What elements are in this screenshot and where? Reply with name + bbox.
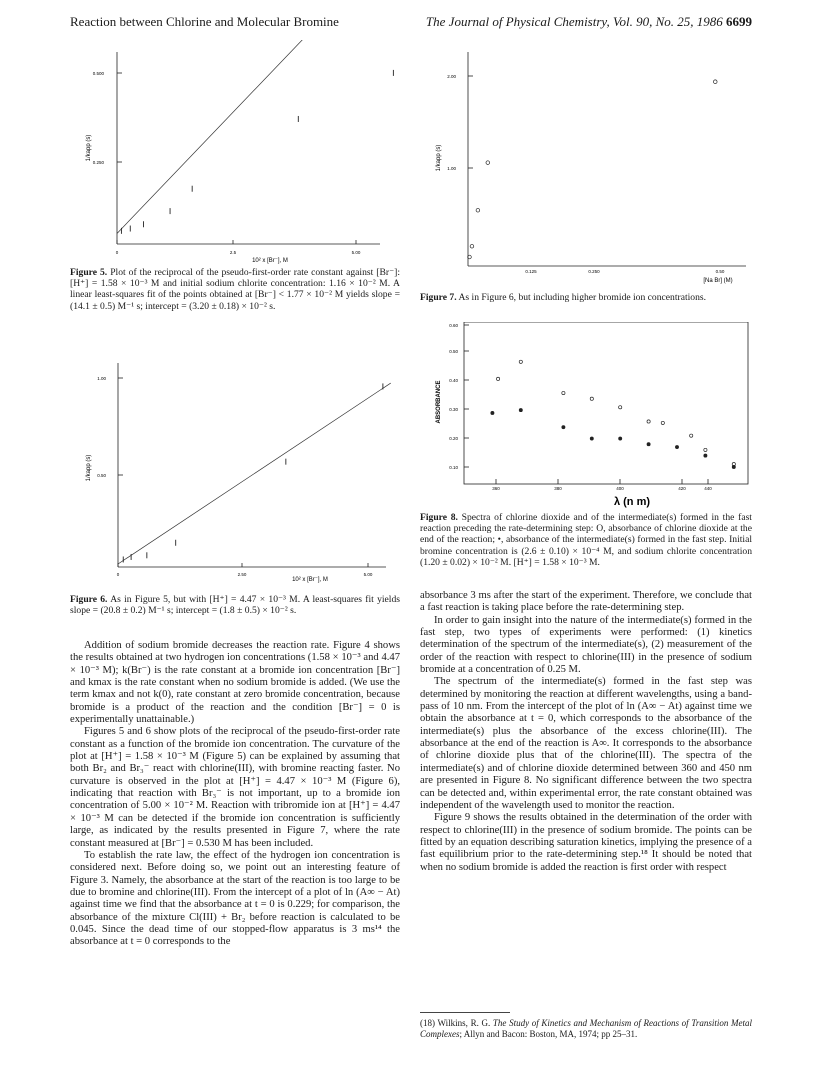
footnote-authors: Wilkins, R. G. <box>437 1018 491 1028</box>
f6-ytick-0.50: 0.50 <box>97 473 106 478</box>
f6-ylabel: 1/kapp (s) <box>86 454 92 482</box>
f8-series1-point-1 <box>519 409 522 412</box>
f8-series0-point-1 <box>519 360 522 363</box>
journal-citation: The Journal of Physical Chemistry, Vol. 90, No. 25, 1986 <box>425 14 723 29</box>
figure-5-caption-text: Plot of the reciprocal of the pseudo-first-order rate constant against [Br⁻]: [H⁺] = 1.58 × 10⁻³ M and initial sodium chlorite concentration: 1.16 × 10⁻² M. A linear least-squares fit of the points obtained at [Br⁻] < 1.77 × 10⁻² M yields slope = (14.1 ± 0.5) M⁻¹ s; intercept = (3.20 ± 0.18) × 10⁻² s. <box>70 267 400 312</box>
f8-series1-point-0 <box>491 411 494 414</box>
running-title: Reaction between Chlorine and Molecular Bromine <box>70 14 339 29</box>
left-body-text <box>70 640 400 949</box>
f8-ytick-0.40: 0.40 <box>449 378 458 383</box>
figure-7-xaxis-labels <box>420 268 752 284</box>
f6-fit-line <box>118 383 391 564</box>
f8-ytick-0.20: 0.20 <box>449 436 458 441</box>
f8-series1-point-5 <box>647 443 650 446</box>
f8-series0-point-5 <box>647 420 650 423</box>
f8-xtick-420: 420 <box>678 486 686 491</box>
f8-xtick-400: 400 <box>616 486 624 491</box>
f7-xtick-0.125: 0.125 <box>525 269 537 274</box>
f5-xlabel: 10² x [Br⁻], M <box>252 258 288 264</box>
figure-7-label: Figure 7. <box>420 292 457 303</box>
figure-5-label: Figure 5. <box>70 267 108 278</box>
f8-series0-point-4 <box>619 406 622 409</box>
f8-series0-point-2 <box>562 391 565 394</box>
figure-7-caption-text: As in Figure 6, but including higher bromide ion concentrations. <box>458 292 707 303</box>
page-number: 6699 <box>726 14 752 29</box>
f6-xtick-2.50: 2.50 <box>237 572 247 577</box>
f5-xtick-5.00: 5.00 <box>351 250 361 255</box>
f5-fit-line <box>117 40 334 233</box>
f7-ytick-2.00: 2.00 <box>447 74 456 79</box>
f8-ytick-0.30: 0.30 <box>449 407 458 412</box>
f7-xtick-0.250: 0.250 <box>588 269 600 274</box>
f8-ylabel: ABSORBANCE <box>436 380 442 424</box>
right-body-text <box>420 590 752 874</box>
figure-7-data <box>468 80 717 259</box>
f8-ytick-0.50: 0.50 <box>449 349 458 354</box>
f7-point-3 <box>486 161 490 165</box>
figure-6-label: Figure 6. <box>70 594 108 605</box>
figure-5-data <box>117 40 393 234</box>
f8-series1-point-2 <box>562 426 565 429</box>
figure-8-label: Figure 8. <box>420 512 458 523</box>
figure-8-chart <box>420 322 752 508</box>
figure-5-caption <box>70 267 400 312</box>
f8-xtick-360: 360 <box>492 486 500 491</box>
f6-xlabel: 10² x [Br⁻], M <box>292 577 328 583</box>
f8-series1-point-3 <box>590 437 593 440</box>
f8-series0-point-3 <box>590 397 593 400</box>
f5-ytick-0.500: 0.500 <box>92 71 104 76</box>
figure-8-caption-text: Spectra of chlorine dioxide and of the intermediate(s) formed in the fast reaction preceding the rate-determining step: O, absorbance of chlorine dioxide at the end of the reaction; •, absorbance of the intermediate(s) formed in the fast step. Initial bromine concentration is (2.6 ± 0.10) × 10⁻⁴ M, and sodium chlorite concentration (1.20 ± 0.02) × 10⁻² M. [H⁺] = 1.58 × 10⁻³ M. <box>420 512 752 568</box>
f5-ytick-0.250: 0.250 <box>92 160 104 165</box>
f8-ytick-0.10: 0.10 <box>449 465 458 470</box>
right-paragraph-3: The spectrum of the intermediate(s) formed in the fast step was determined by monitoring the reaction at different wavelengths, using a band-pass of 10 nm. From the intercept of the plot of ln (A∞ − At) against time we obtain the absorbance at t = 0, which corresponds to the absorbance of the intermediate(s) plus the absorbance of the excess chlorine(III). The absorbance at the end of the reaction is A∞. It corresponds to the absorbance of chlorine dioxide plus that of the chlorine(III). The spectra of the intermediate(s) and of chlorine dioxide determined between 360 and 450 nm are presented in Figure 8. No significant difference between the two spectra can be detected and, within experimental error, the rate constant obtained was independent of the wavelength used to monitor the reaction. <box>420 676 752 811</box>
f8-ytick-0.60: 0.60 <box>449 323 458 328</box>
journal-header <box>420 14 752 30</box>
f7-xlabel: [Na Br] (M) <box>703 278 733 284</box>
f8-xtick-440: 440 <box>704 486 712 491</box>
figure-7-caption <box>420 292 752 303</box>
f8-xtick-380: 380 <box>554 486 562 491</box>
f6-ytick-1.00: 1.00 <box>97 376 106 381</box>
f8-series1-point-6 <box>675 445 678 448</box>
f7-ytick-1.00: 1.00 <box>447 166 456 171</box>
right-paragraph-1: absorbance 3 ms after the start of the experiment. Therefore, we conclude that a fast reaction is taking place before the rate-determining step. <box>420 590 752 614</box>
f6-xtick-5.00: 5.00 <box>363 572 373 577</box>
f5-xtick-0: 0 <box>115 250 119 255</box>
f5-xtick-2.5: 2.5 <box>229 250 237 255</box>
f5-ylabel: 1/kapp (s) <box>86 134 92 162</box>
figure-6-caption-text: As in Figure 5, but with [H⁺] = 4.47 × 10⁻³ M. A least-squares fit yields slope = (20.8 ± 0.2) M⁻¹ s; intercept = (1.8 ± 0.5) × 10⁻² s. <box>70 594 400 617</box>
figure-5-chart <box>70 40 400 265</box>
f8-series1-point-8 <box>732 465 735 468</box>
footnote-18 <box>420 1018 752 1039</box>
left-paragraph-2: Figures 5 and 6 show plots of the reciprocal of the pseudo-first-order rate constant as a function of the bromide ion concentration. The curvature of the plot at [H⁺] = 1.58 × 10⁻³ M (Figure 5) can be explained by assuming that both Br₂ and Br₃⁻ react with chlorine(III), with bromine reacting faster. No curvature is observed in the plot at [H⁺] = 4.47 × 10⁻³ M (Figure 6), indicating that reaction with Br₃⁻ is not important, up to a bromide ion concentration of 5.00 × 10⁻² M. Reaction with tribromide ion at [H⁺] = 4.47 × 10⁻³ M can be detected if the bromide ion concentration is sufficiently large, as indicated by the results presented in Figure 7, where the rate constant measured at [Br⁻] = 0.530 M has been included. <box>70 726 400 849</box>
f8-series1-point-4 <box>619 437 622 440</box>
f8-series0-point-0 <box>496 377 499 380</box>
left-paragraph-1: Addition of sodium bromide decreases the reaction rate. Figure 4 shows the results obtained at two hydrogen ion concentrations (1.58 × 10⁻³ and 4.47 × 10⁻³ M); k(Br⁻) is the rate constant at a bromide ion concentration [Br⁻] and kmax is the rate constant when no sodium bromide is added. (We use the term kmax and not k(0), rate constant at zero bromide concentration, because bromide is a product of the reaction and the condition [Br⁻] = 0 is experimentally unattainable.) <box>70 640 400 726</box>
f7-point-1 <box>470 244 474 248</box>
f8-series0-point-8 <box>704 448 707 451</box>
right-paragraph-2: In order to gain insight into the nature of the intermediate(s) formed in the fast step, two types of experiments were performed: (1) kinetics determination of the spectrum of the intermediate(s), (2) measurement of the order of the reaction with respect to chlorine(III) in the presence of sodium bromide at a concentration of 0.25 M. <box>420 614 752 676</box>
f8-series0-point-6 <box>661 421 664 424</box>
footnote-number: (18) <box>420 1018 435 1028</box>
f6-xtick-0: 0 <box>116 572 120 577</box>
footnote-title: The Study of Kinetics and Mechanism of Reactions of Transition Metal Complexes <box>420 1018 753 1039</box>
f7-point-4 <box>713 80 717 84</box>
figure-6-chart <box>70 363 400 588</box>
footnote-publisher: ; Allyn and Bacon: Boston, MA, 1974; pp 25–31. <box>459 1028 638 1039</box>
figure-6-data <box>118 383 391 564</box>
figure-6-caption <box>70 594 400 616</box>
left-paragraph-3: To establish the rate law, the effect of the hydrogen ion concentration is considered next. Before doing so, we point out an interesting feature of Figure 3. Namely, the absorbance at the start of the reaction is too large to be due to bromine and chlorine(III). From the intercept of a plot of ln (A∞ − At) against time we find that the absorbance at t = 0 is 0.229; for comparison, the absorbance of the mixture Cl(III) + Br₂ before reaction is calculated to be 0.045. Since the dead time of our stopped-flow apparatus is 3 ms¹⁴ the absorbance at t = 0 corresponds to the <box>70 849 400 948</box>
f8-xlabel: λ (n m) <box>613 496 651 508</box>
right-paragraph-4: Figure 9 shows the results obtained in the determination of the order with respect to chlorine(III) in the presence of sodium bromide. The points can be fitted by an equation describing saturation kinetics, implying the presence of a fast equilibrium prior to the rate-determining step.¹⁸ It should be noted that when no sodium bromide is added the reaction is first order with respect <box>420 812 752 873</box>
footnote-rule <box>420 1012 510 1013</box>
figure-7-chart <box>420 40 752 270</box>
f7-ylabel: 1/kapp (s) <box>436 144 442 172</box>
figure-8-caption <box>420 512 752 568</box>
figure-8-data <box>491 360 736 468</box>
f8-series0-point-7 <box>690 434 693 437</box>
f8-series1-point-7 <box>704 454 707 457</box>
f7-xtick-0.50: 0.50 <box>715 269 725 274</box>
f7-point-2 <box>476 208 480 212</box>
